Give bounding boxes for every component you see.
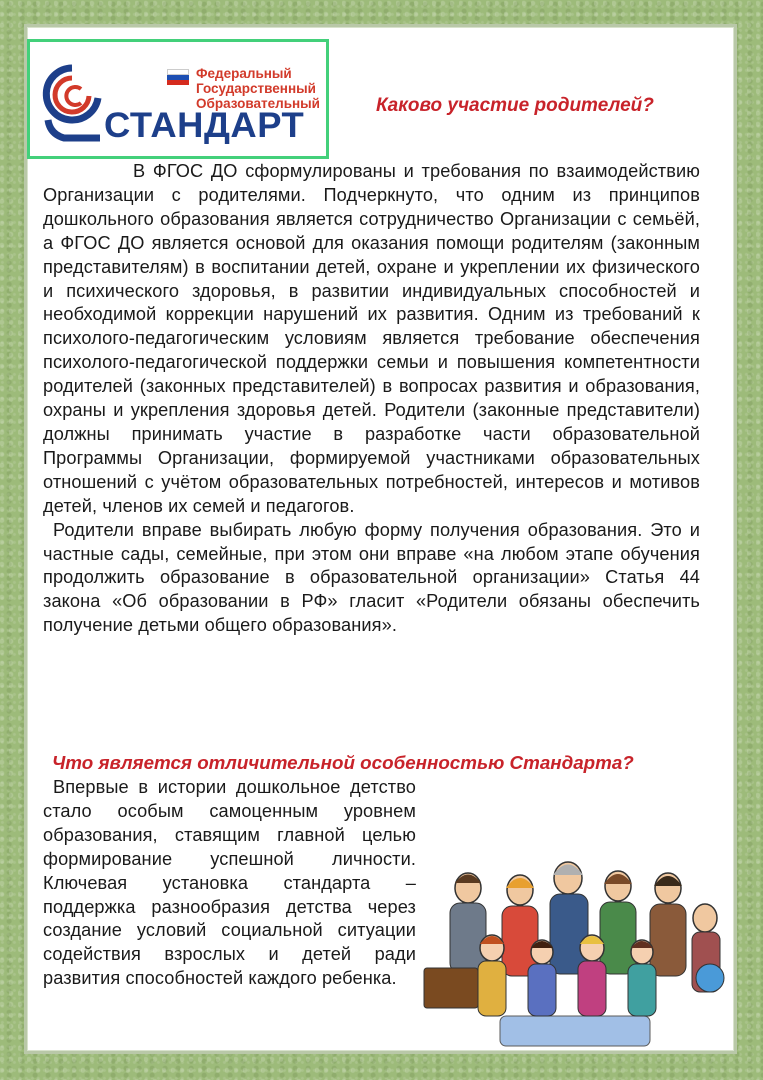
globe [696,964,724,992]
main-text-block [43,160,700,638]
paragraph-standard-feature: Впервые в истории дошкольное детство стало особым самоценным уровнем образования, ставящим главной целью формирование успешной личности. Ключевая установка стандарта – поддержка разнообразия детства через создание условий социальной ситуации содействия взрослых и детей ради развития способностей каждого ребенка. [43,777,416,989]
section-heading-standard: Что является отличительной особенностью Стандарта? [52,752,634,773]
logo-wordmark: СТАНДАРТ [104,106,305,145]
paragraph-requirements: В ФГОС ДО сформулированы и требования по взаимодействию Организации с родителями. Подчеркнуто, что одним из принципов дошкольного образования является сотрудничество Организации с семьёй, а ФГОС ДО является основой для оказания помощи родителям (законным представителям) в воспитании детей, охране и укреплении их физического и психического здоровья, в развитии индивидуальных способностей и необходимой коррекции нарушений их развития. Одним из требований к психолого-педагогическим условиям является требование обеспечения психолого-педагогической поддержки семьи и повышения компетентности родителей (законных представителей) в вопросах развития и образования, охраны и укрепления здоровья детей. Родители (законные представители) должны принимать участие в разработке части образовательной Программы Организации, формируемой участниками образовательных отношений с учётом образовательных потребностей, интересов и мотивов детей, членов их семей и педагогов. [43,161,700,516]
family-group-illustration [420,848,726,1048]
logo-emblem-icon [40,62,104,144]
fgos-logo [27,39,329,159]
standard-text-block [43,776,416,991]
toy-box [424,968,478,1008]
logo-line-3: Образовательный [196,96,320,111]
logo-line-2: Государственный [196,81,316,96]
logo-line-1: Федеральный [196,66,292,81]
russian-flag-icon [167,69,189,84]
section-heading-parents: Каково участие родителей? [376,95,654,116]
paragraph-forms-of-education: Родители вправе выбирать любую форму получения образования. Это и частные сады, семейные, при этом они вправе «на любом этапе обучения продолжить образование в образовательной организации» Статья 44 закона «Об образовании в РФ» гласит «Родители обязаны обеспечить получение детьми общего образования». [43,519,700,636]
